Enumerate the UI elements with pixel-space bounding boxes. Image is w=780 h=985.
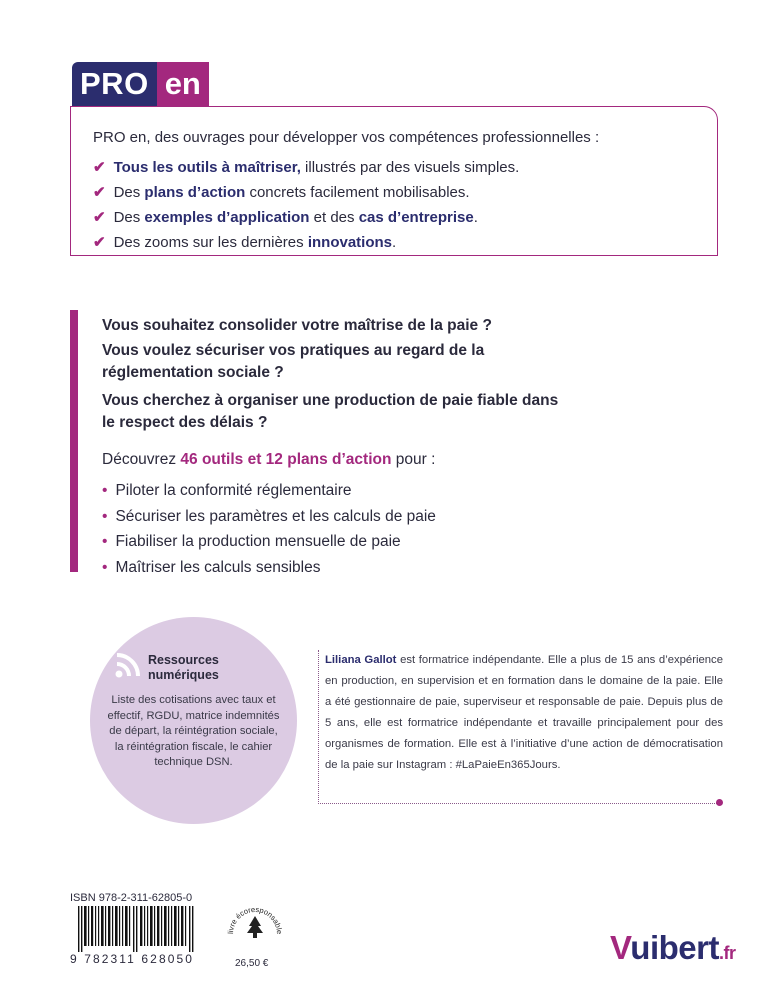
- bullet-icon: •: [102, 533, 108, 550]
- brand-en: en: [157, 62, 209, 106]
- question-1: Vous souhaitez consolider votre maîtrise de la paie ?: [102, 317, 492, 334]
- publisher-logo: Vuibert.fr: [610, 929, 736, 966]
- check-icon: ✔: [93, 234, 106, 251]
- intro-lead: PRO en, des ouvrages pour développer vos compétences professionnelles :: [93, 129, 600, 146]
- bullet-icon: •: [102, 507, 108, 525]
- brand-pro: PRO: [72, 62, 157, 106]
- goal-item: • Fiabiliser la production mensuelle de paie: [102, 533, 401, 550]
- intro-item: ✔ Tous les outils à maîtriser, illustrés par des visuels simples.: [93, 159, 520, 176]
- collection-intro-box: [70, 106, 718, 256]
- resources-text: Liste des cotisations avec taux et effectif, RGDU, matrice indemnités de départ, la réintégration sociale, la réintégration fiscale, le cahier technique DSN.: [107, 694, 280, 768]
- tree-icon: [247, 916, 263, 938]
- goals-list: [102, 478, 436, 580]
- author-frame-dot: [716, 799, 723, 806]
- author-bio: Liliana Gallot est formatrice indépendante. Elle a plus de 15 ans d’expérience en production, en supervision et en formation dans le domaine de la paie. Elle a été gestionnaire de paie, superviseur et responsable de paie. Depuis plus de 5 ans, elle est formatrice indépendante et travaille principalement pour des organismes de formation. Elle est à l’initiative d’une action de démocratisation de la paie sur Instagram : #LaPaieEn365Jours.: [325, 654, 723, 771]
- digital-resources-badge: [90, 617, 297, 824]
- question-3: Vous cherchez à organiser une production de paie fiable dans le respect des délais ?: [102, 392, 559, 431]
- price: 26,50 €: [235, 958, 269, 969]
- check-icon: ✔: [93, 209, 106, 226]
- author-name: Liliana Gallot: [325, 654, 397, 666]
- goal-item: • Maîtriser les calculs sensibles: [102, 558, 321, 576]
- intro-item: ✔ Des plans d’action concrets facilement mobilisables.: [93, 184, 470, 201]
- barcode-number: 9 782311 628050: [70, 952, 195, 966]
- goal-item: • Piloter la conformité réglementaire: [102, 482, 352, 499]
- rss-icon: [114, 651, 142, 679]
- svg-text:livre écoresponsable: livre écoresponsable: [225, 904, 285, 935]
- eco-responsible-seal: [224, 896, 286, 956]
- discover-line: Découvrez 46 outils et 12 plans d’action pour :: [102, 451, 436, 468]
- accent-bar: [70, 310, 78, 572]
- intro-item: ✔ Des exemples d’application et des cas d’entreprise.: [93, 209, 478, 226]
- isbn-text: ISBN 978-2-311-62805-0: [70, 892, 193, 904]
- check-icon: ✔: [93, 184, 106, 201]
- bullet-icon: •: [102, 558, 108, 576]
- brand-logo: [72, 62, 209, 106]
- bullet-icon: •: [102, 482, 108, 499]
- goal-item: • Sécuriser les paramètres et les calculs de paie: [102, 507, 436, 525]
- question-2: Vous voulez sécuriser vos pratiques au regard de la réglementation sociale ?: [102, 342, 485, 381]
- check-icon: ✔: [93, 159, 106, 176]
- intro-item: ✔ Des zooms sur les dernières innovations.: [93, 234, 397, 251]
- resources-title: Ressources numériques: [148, 653, 219, 682]
- intro-list: [93, 155, 519, 255]
- barcode: [70, 906, 202, 952]
